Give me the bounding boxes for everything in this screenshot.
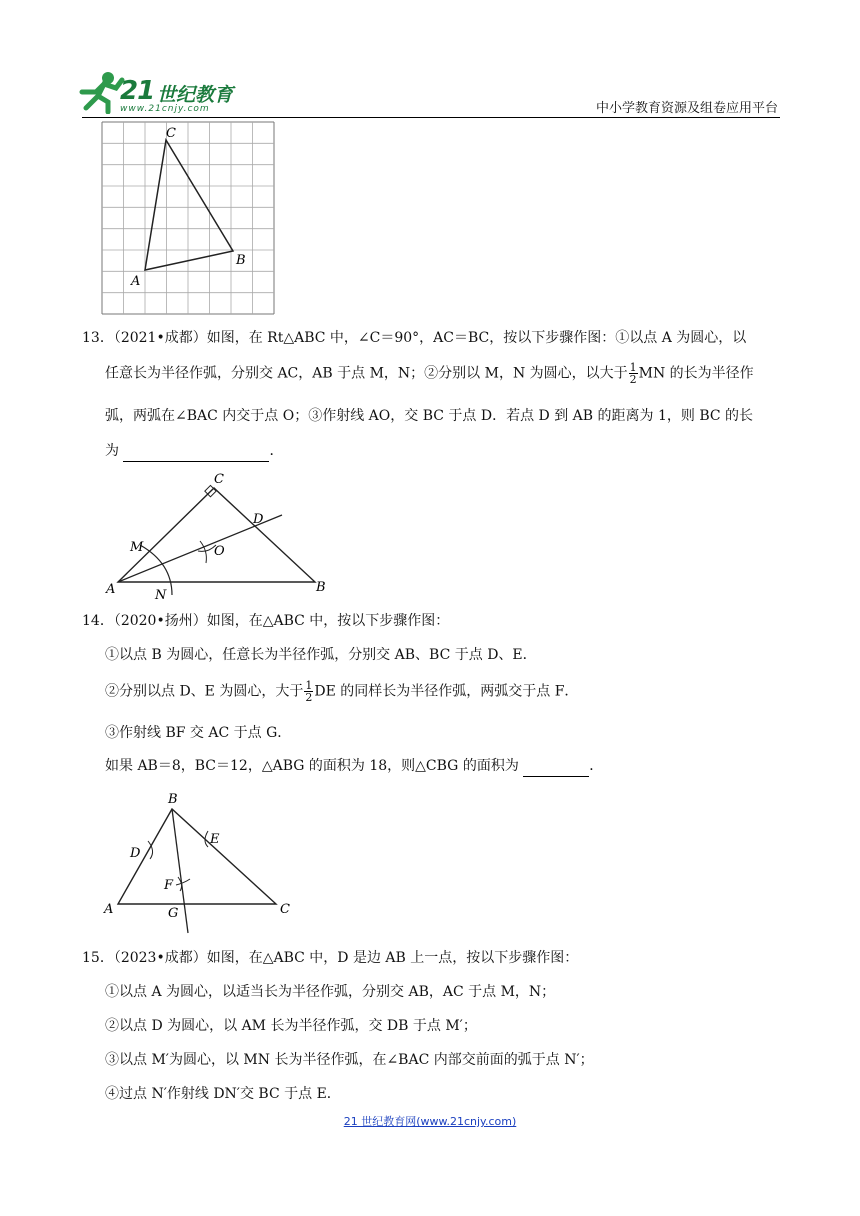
logo-text: 世纪教育 (157, 84, 234, 106)
q14-answer-blank[interactable] (523, 756, 589, 777)
q13-answer-blank[interactable] (123, 441, 269, 462)
svg-text:D: D (253, 512, 264, 527)
q13-figure (100, 465, 340, 605)
q14-step1: ①以点 B 为圆心，任意长为半径作弧，分别交 AB、BC 于点 D、E． (105, 647, 537, 663)
triangle-abc (145, 140, 233, 270)
svg-text:O: O (214, 544, 225, 559)
q14-line1: 14．（2020•扬州）如图，在△ABC 中，按以下步骤作图： (82, 613, 450, 629)
q14-step2: ②分别以点 D、E 为圆心，大于 $\frac{1}{2}$ DE 的同样长为半径作弧，两弧交于点 F． (105, 679, 579, 704)
q13-fraction: $\frac{1}{2}$ (629, 361, 637, 386)
svg-text:F: F (164, 878, 174, 893)
logo-number: 21 (120, 76, 155, 106)
svg-text:D: D (130, 846, 141, 861)
q15-step1: ①以点 A 为圆心，以适当长为半径作弧，分别交 AB，AC 于点 M，N； (105, 984, 556, 1000)
svg-text:N: N (155, 588, 167, 603)
q15-line1: 15．（2023•成都）如图，在△ABC 中，D 是边 AB 上一点，按以下步骤作图： (82, 950, 579, 966)
q15-step2: ②以点 D 为圆心，以 AM 长为半径作弧，交 DB 于点 M′； (105, 1018, 477, 1034)
q13-line1: 13．（2021•成都）如图，在 Rt△ABC 中，∠C＝90°，AC＝BC，按以下步骤作图：①以点 A 为圆心，以 (82, 330, 747, 346)
label-c: C (166, 126, 176, 141)
svg-text:C: C (214, 472, 224, 487)
q14-fraction: $\frac{1}{2}$ (305, 679, 313, 704)
svg-text:C: C (280, 902, 290, 917)
q14-step3: ③作射线 BF 交 AC 于点 G． (105, 725, 292, 741)
label-a: A (131, 274, 141, 289)
header-tagline: 中小学教育资源及组卷应用平台 (595, 101, 778, 116)
q15-step4: ④过点 N′作射线 DN′交 BC 于点 E． (105, 1086, 341, 1102)
q14-line5: 如果 AB＝8，BC＝12，△ABG 的面积为 18，则△CBG 的面积为 ． (105, 756, 603, 777)
svg-text:B: B (316, 580, 326, 595)
label-b: B (236, 253, 246, 268)
svg-text:A: A (106, 582, 116, 597)
logo-url: www.21cnjy.com (120, 104, 210, 114)
svg-text:B: B (168, 792, 178, 807)
svg-text:E: E (210, 832, 220, 847)
grid-triangle-figure (98, 118, 278, 318)
svg-text:G: G (168, 906, 179, 921)
q13-line2: 任意长为半径作弧，分别交 AC，AB 于点 M，N；②分别以 M，N 为圆心，以大于 $\frac{1}{2}$ MN 的长为半径作 (105, 361, 754, 386)
q13-line3: 弧，两弧在∠BAC 内交于点 O；③作射线 AO，交 BC 于点 D．若点 D 到 AB 的距离为 1，则 BC 的长 (105, 408, 754, 424)
q13-line4: 为 ． (105, 441, 283, 462)
footer-link[interactable]: 21 世纪教育网(www.21cnjy.com) (343, 1115, 517, 1128)
q14-figure (100, 785, 310, 940)
svg-text:M: M (130, 540, 144, 555)
q15-step3: ③以点 M′为圆心，以 MN 长为半径作弧，在∠BAC 内部交前面的弧于点 N′； (105, 1052, 594, 1068)
svg-text:A: A (104, 902, 114, 917)
